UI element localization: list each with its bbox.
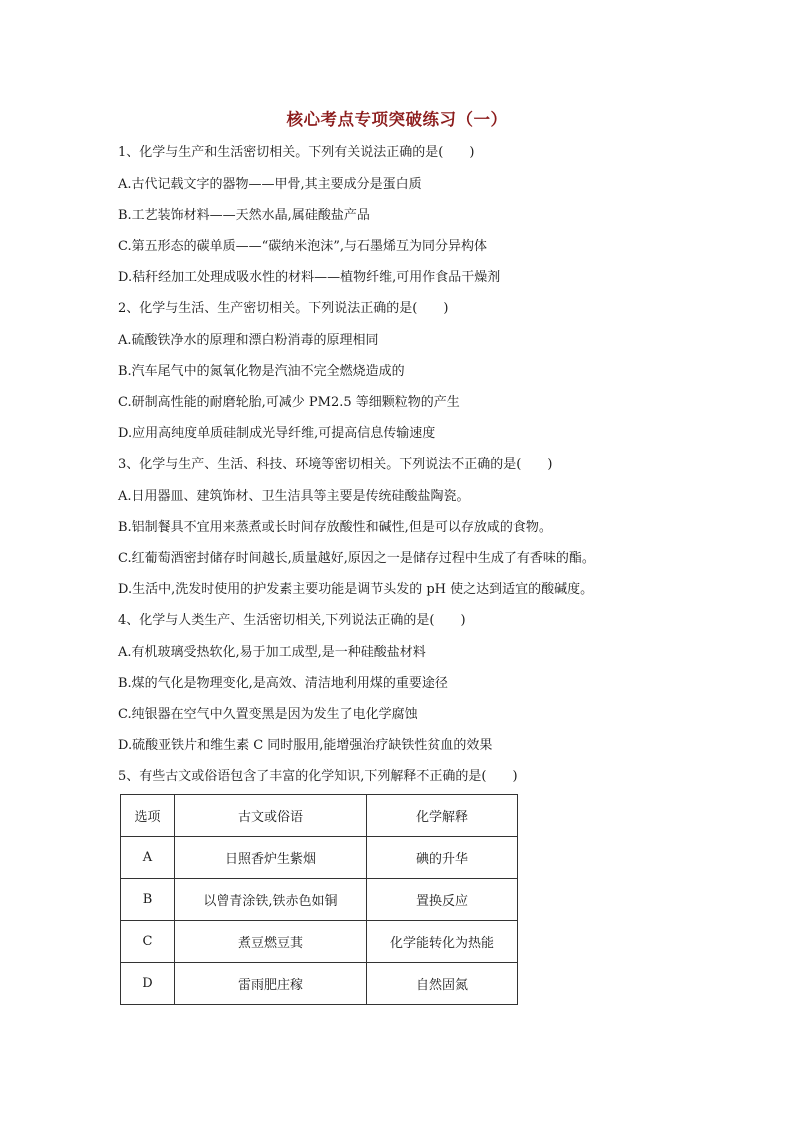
table-cell: D: [121, 963, 175, 1005]
question-2-option-d: D.应用高纯度单质硅制成光导纤维,可提高信息传输速度: [118, 426, 436, 441]
table-cell: 化学能转化为热能: [367, 921, 518, 963]
table-cell: 煮豆燃豆萁: [175, 921, 367, 963]
question-3-option-c: C.红葡萄酒密封储存时间越长,质量越好,原因之一是储存过程中生成了有香味的酯。: [118, 551, 595, 566]
table-cell: 置换反应: [367, 879, 518, 921]
table-row: [121, 921, 518, 963]
table-header-cell: 古文或俗语: [175, 795, 367, 837]
table-row: [121, 879, 518, 921]
question-4-option-c: C.纯银器在空气中久置变黑是因为发生了电化学腐蚀: [118, 707, 418, 722]
table-cell: A: [121, 837, 175, 879]
table-cell: 自然固氮: [367, 963, 518, 1005]
table-row: [121, 837, 518, 879]
question-1-stem: 1、化学与生产和生活密切相关。下列有关说法正确的是( ): [118, 145, 475, 160]
table-row: [121, 963, 518, 1005]
table-cell: B: [121, 879, 175, 921]
question-1-option-d: D.秸秆经加工处理成吸水性的材料——植物纤维,可用作食品干燥剂: [118, 270, 501, 285]
question-2-option-a: A.硫酸铁净水的原理和漂白粉消毒的原理相同: [118, 333, 379, 348]
question-2-stem: 2、化学与生活、生产密切相关。下列说法正确的是( ): [118, 301, 449, 316]
question-3-option-b: B.铝制餐具不宜用来蒸煮或长时间存放酸性和碱性,但是可以存放咸的食物。: [118, 520, 552, 535]
table-cell: 日照香炉生紫烟: [175, 837, 367, 879]
table-cell: C: [121, 921, 175, 963]
question-5-stem: 5、有些古文或俗语包含了丰富的化学知识,下列解释不正确的是( ): [118, 769, 518, 784]
table-cell: 以曾青涂铁,铁赤色如铜: [175, 879, 367, 921]
question-1-option-a: A.古代记载文字的器物——甲骨,其主要成分是蛋白质: [118, 177, 422, 192]
question-3-option-d: D.生活中,洗发时使用的护发素主要功能是调节头发的 pH 使之达到适宜的酸碱度。: [118, 582, 594, 597]
question-1-option-b: B.工艺装饰材料——天然水晶,属硅酸盐产品: [118, 208, 370, 223]
question-2-option-b: B.汽车尾气中的氮氧化物是汽油不完全燃烧造成的: [118, 364, 405, 379]
question-4-option-a: A.有机玻璃受热软化,易于加工成型,是一种硅酸盐材料: [118, 645, 426, 660]
question-4-option-b: B.煤的气化是物理变化,是高效、清洁地利用煤的重要途径: [118, 676, 448, 691]
question-1-option-c: C.第五形态的碳单质——“碳纳米泡沫”,与石墨烯互为同分异构体: [118, 239, 488, 254]
answer-table: [120, 794, 518, 1005]
page-title: 核心考点专项突破练习（一）: [286, 110, 508, 129]
question-2-option-c: C.研制高性能的耐磨轮胎,可减少 PM2.5 等细颗粒物的产生: [118, 395, 460, 410]
question-3-option-a: A.日用器皿、建筑饰材、卫生洁具等主要是传统硅酸盐陶瓷。: [118, 489, 470, 504]
table-cell: 碘的升华: [367, 837, 518, 879]
table-cell: 雷雨肥庄稼: [175, 963, 367, 1005]
question-4-stem: 4、化学与人类生产、生活密切相关,下列说法正确的是( ): [118, 613, 466, 628]
table-header-row: [121, 795, 518, 837]
table-header-cell: 化学解释: [367, 795, 518, 837]
table-header-cell: 选项: [121, 795, 175, 837]
question-3-stem: 3、化学与生产、生活、科技、环境等密切相关。下列说法不正确的是( ): [118, 457, 553, 472]
question-4-option-d: D.硫酸亚铁片和维生素 C 同时服用,能增强治疗缺铁性贫血的效果: [118, 738, 493, 753]
